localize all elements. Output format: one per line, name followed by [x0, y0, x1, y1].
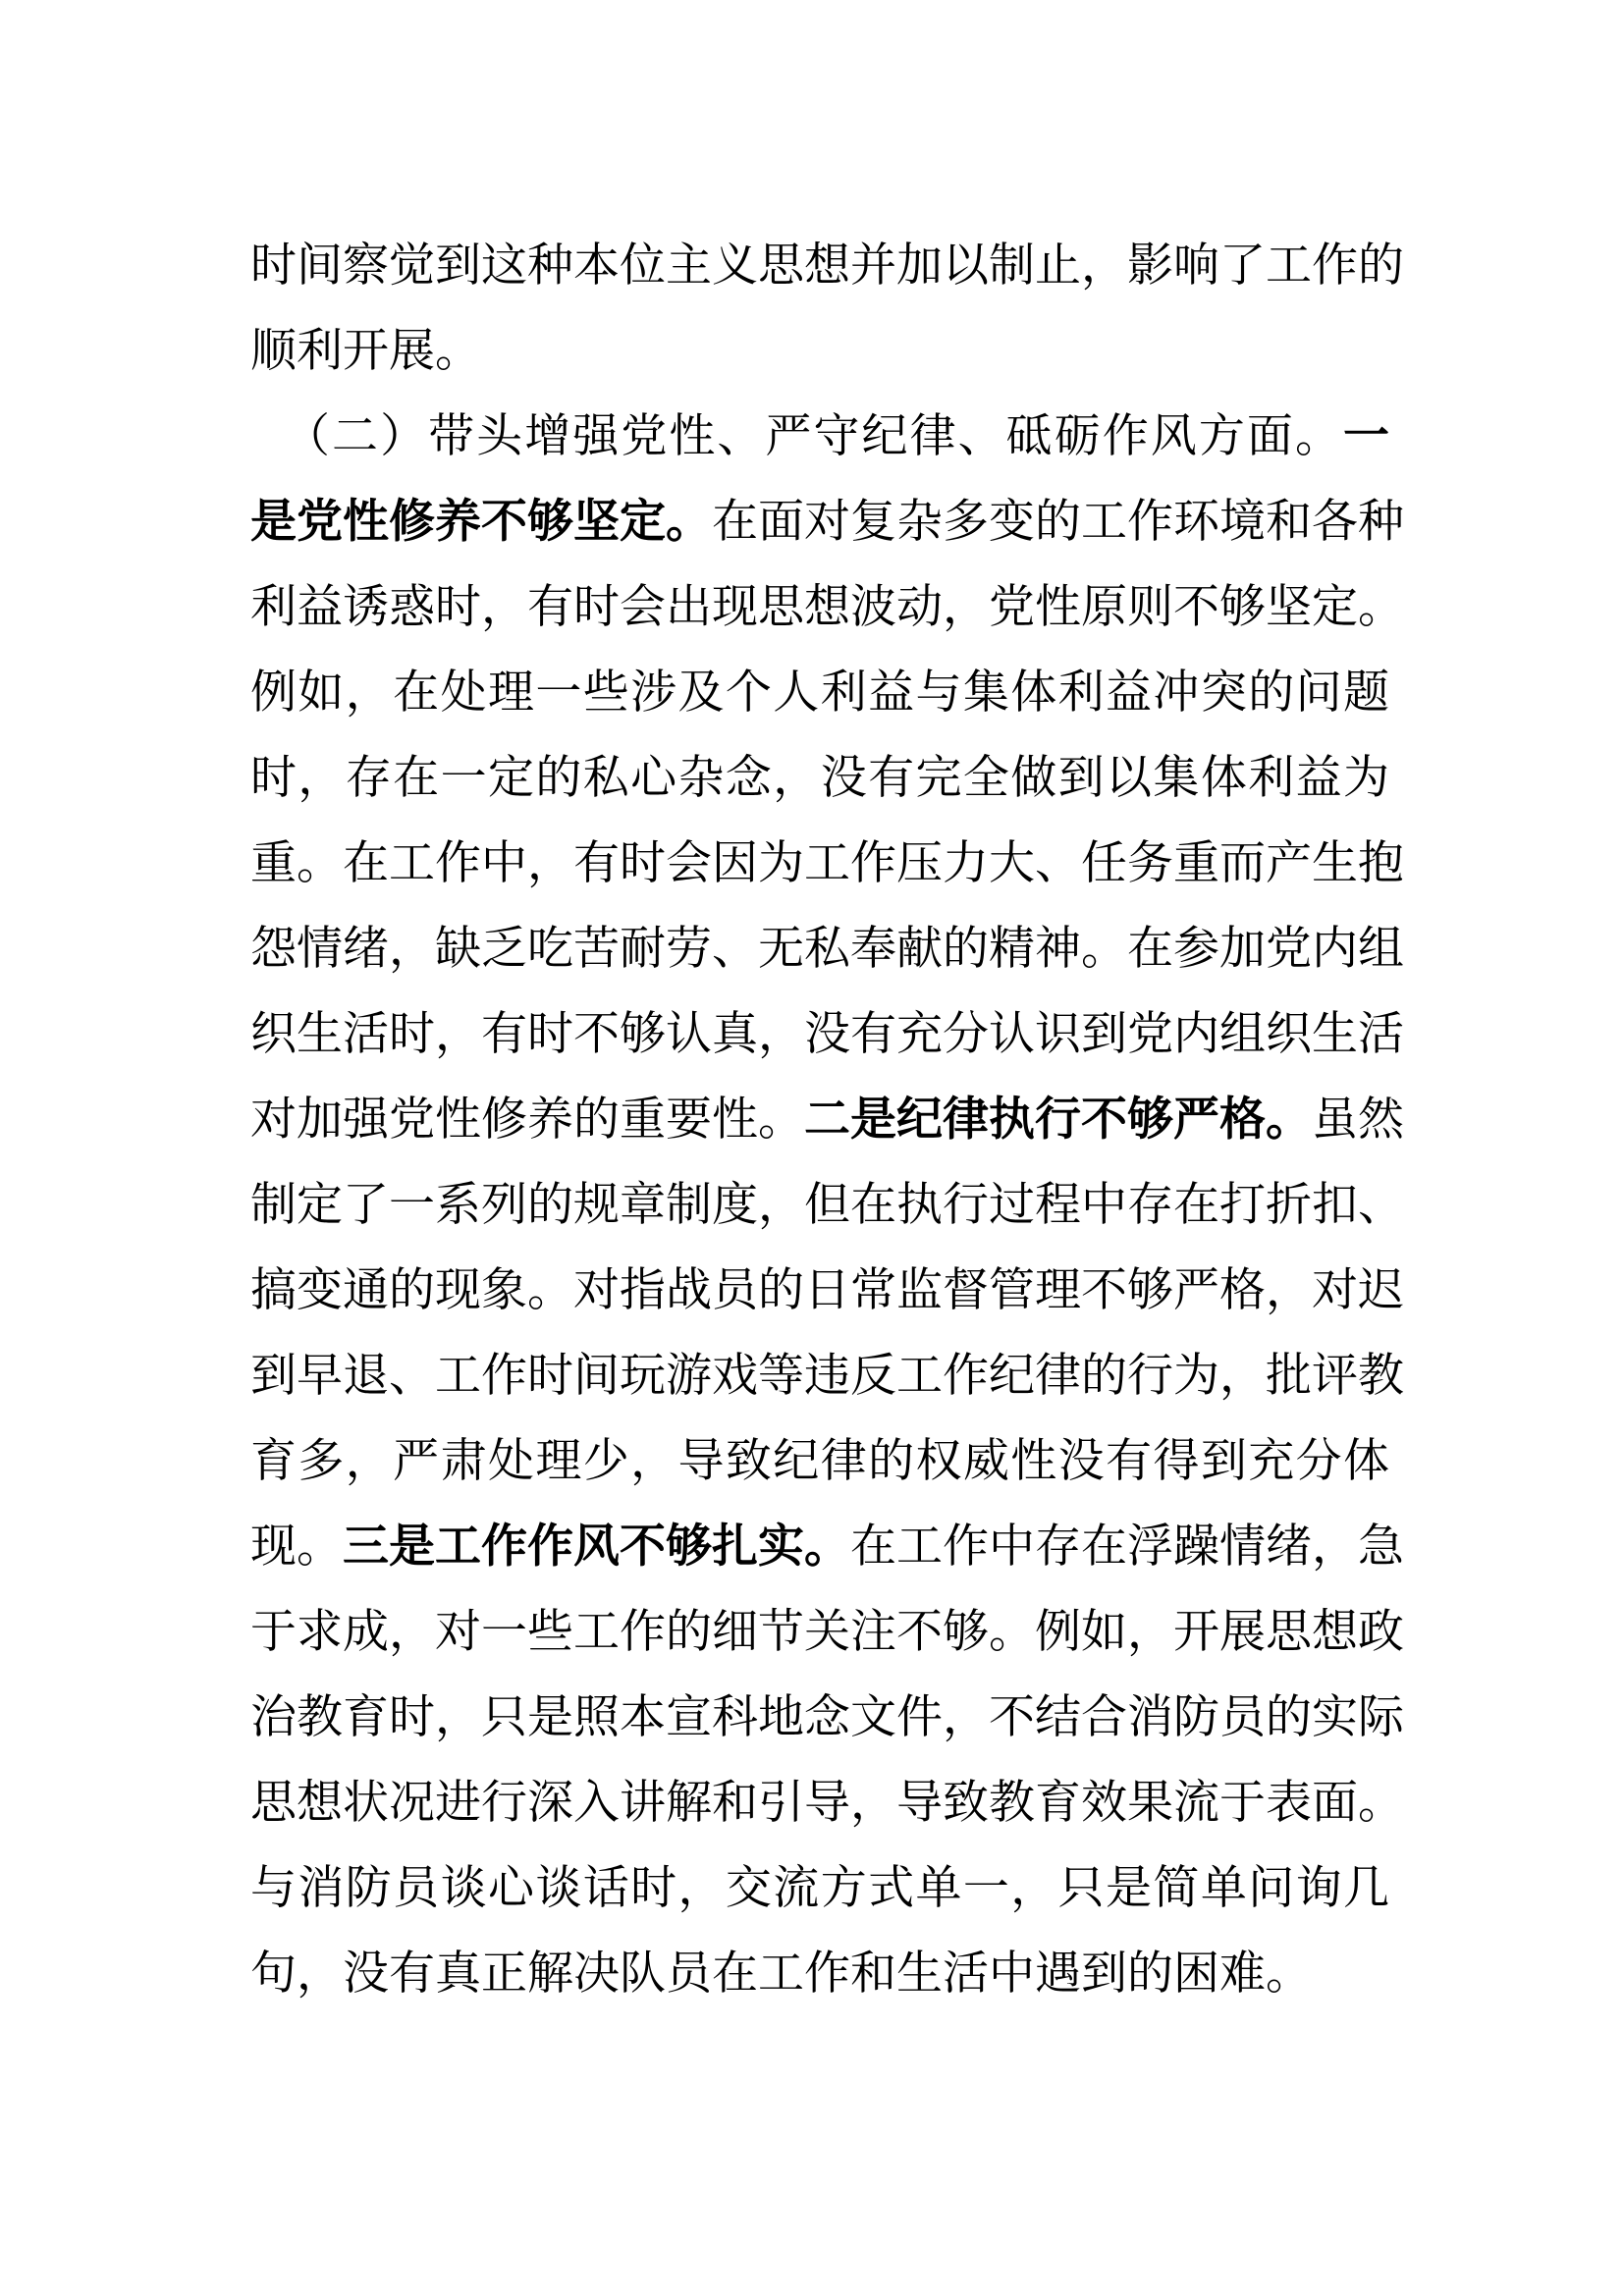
bold-heading-text: 是党性修养不够坚定。	[250, 495, 712, 549]
bold-heading-text: 二是纪律执行不够严格。	[804, 1093, 1312, 1147]
body-text: 对加强党性修养的重要性。	[250, 1093, 804, 1147]
body-text: 虽然	[1312, 1093, 1404, 1147]
text-line	[250, 1760, 1404, 1845]
body-text: 句，没有真正解决队员在工作和生活中遇到的困难。	[250, 1947, 1312, 2001]
body-text: 在面对复杂多变的工作环境和各种	[712, 495, 1404, 549]
text-line	[250, 308, 1389, 394]
body-text: 与消防员谈心谈话时，交流方式单一，只是简单问询几	[250, 1861, 1389, 1915]
body-text: 时，存在一定的私心杂念，没有完全做到以集体利益为	[250, 751, 1389, 805]
body-text: 时间察觉到这种本位主义思想并加以制止，影响了工作的	[250, 239, 1404, 293]
bold-heading-text: 三是工作作风不够扎实。	[343, 1520, 850, 1574]
text-line	[250, 1931, 1389, 2016]
body-text: 制定了一系列的规章制度，但在执行过程中存在打折扣、	[250, 1178, 1404, 1232]
text-line	[250, 906, 1404, 991]
body-text: 思想状况进行深入讲解和引导，导致教育效果流于表面。	[250, 1776, 1404, 1830]
text-line	[250, 1162, 1404, 1248]
body-text: 治教育时，只是照本宣科地念文件，不结合消防员的实际	[250, 1690, 1404, 1744]
body-text: 搞变通的现象。对指战员的日常监督管理不够严格，对迟	[250, 1263, 1404, 1317]
body-text: 例如，在处理一些涉及个人利益与集体利益冲突的问题	[250, 666, 1389, 720]
body-text: （二）带头增强党性、严守纪律、砥砺作风方面。	[284, 409, 1343, 463]
document-body	[250, 223, 1404, 2016]
text-line	[250, 991, 1404, 1077]
body-text: 顺利开展。	[250, 324, 481, 378]
body-text: 到早退、工作时间玩游戏等违反工作纪律的行为，批评教	[250, 1349, 1404, 1403]
text-line	[250, 479, 1404, 564]
body-text: 利益诱惑时，有时会出现思想波动，党性原则不够坚定。	[250, 580, 1404, 634]
bold-heading-text: 一	[1343, 409, 1389, 463]
text-line	[250, 735, 1389, 821]
text-line	[250, 1675, 1404, 1760]
text-line	[250, 1589, 1404, 1675]
body-text: 重。在工作中，有时会因为工作压力大、任务重而产生抱	[250, 836, 1404, 890]
text-line	[250, 564, 1404, 650]
body-text: 于求成，对一些工作的细节关注不够。例如，开展思想政	[250, 1605, 1404, 1659]
text-line	[250, 1333, 1404, 1418]
body-text: 育多，严肃处理少，导致纪律的权威性没有得到充分体	[250, 1434, 1389, 1488]
body-text: 怨情绪，缺乏吃苦耐劳、无私奉献的精神。在参加党内组	[250, 922, 1404, 976]
body-text: 现。	[250, 1520, 343, 1574]
text-line	[250, 1418, 1389, 1504]
body-text: 织生活时，有时不够认真，没有充分认识到党内组织生活	[250, 1007, 1404, 1061]
body-text: 在工作中存在浮躁情绪，急	[850, 1520, 1404, 1574]
text-line	[250, 394, 1389, 479]
text-line	[250, 1077, 1404, 1162]
text-line	[250, 650, 1389, 735]
text-line	[250, 1504, 1404, 1589]
text-line	[250, 821, 1404, 906]
text-line	[250, 223, 1404, 308]
text-line	[250, 1845, 1389, 1931]
text-line	[250, 1248, 1404, 1333]
